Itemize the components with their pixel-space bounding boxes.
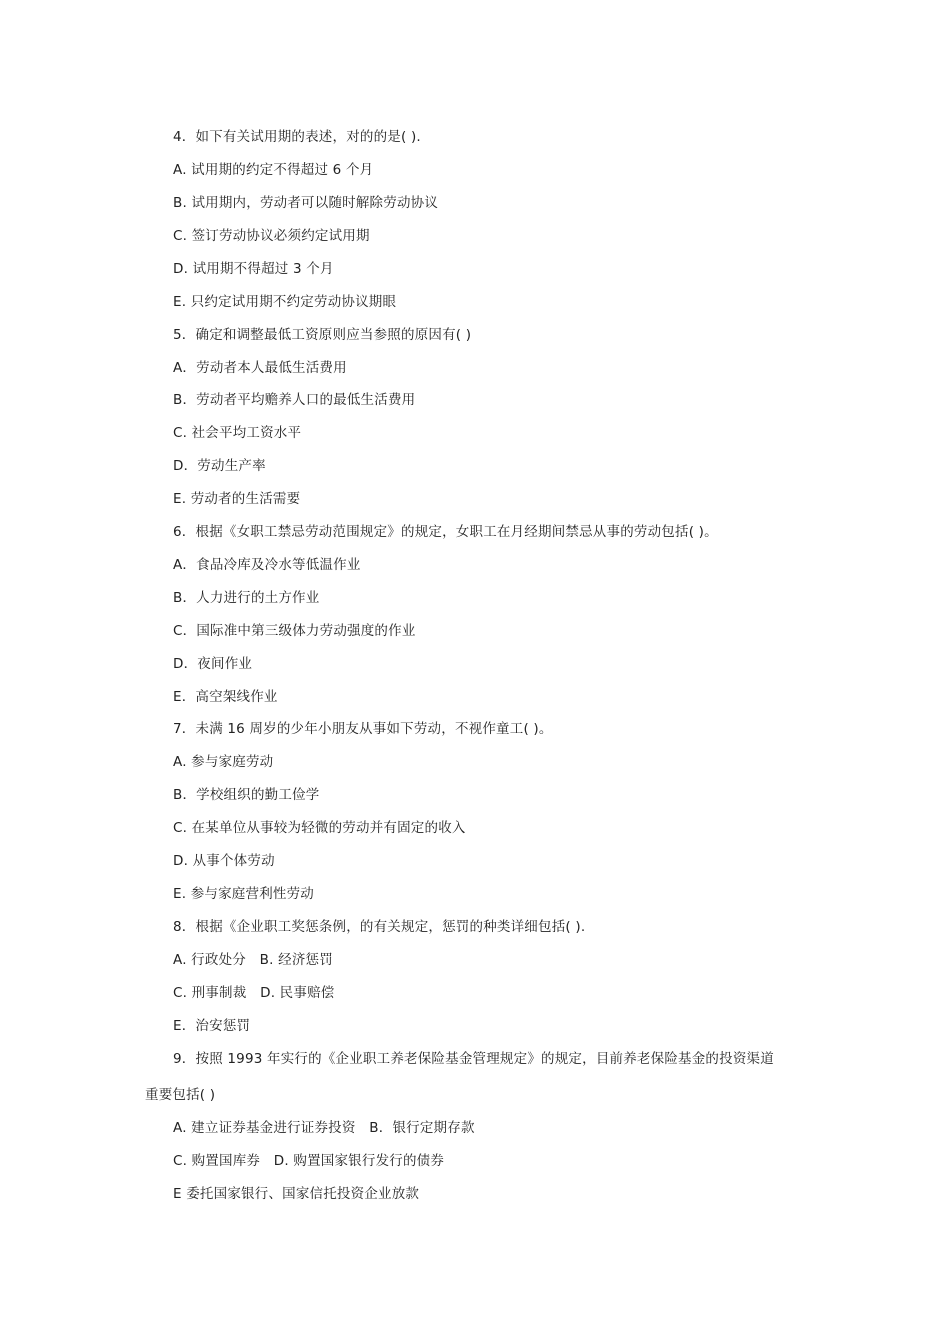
question-9-options-cd: C. 购置国库券 D. 购置国家银行发行的债券	[173, 1153, 445, 1169]
question-6-option-c: C．国际准中第三级体力劳动强度的作业	[173, 623, 416, 639]
question-6-option-e: E．高空架线作业	[173, 689, 278, 705]
question-6-option-d: D．夜间作业	[173, 656, 253, 672]
question-9-option-e: E 委托国家银行、国家信托投资企业放款	[173, 1186, 420, 1202]
question-7-stem: 7．未满 16 周岁的少年小朋友从事如下劳动，不视作童工( )。	[173, 721, 553, 737]
question-8-stem: 8．根据《企业职工奖惩条例，的有关规定，惩罚的种类详细包括( ).	[173, 919, 586, 935]
question-5-option-d: D．劳动生产率	[173, 458, 266, 474]
question-5-option-e: E. 劳动者的生活需要	[173, 491, 301, 507]
question-4-option-e: E. 只约定试用期不约定劳动协议期眼	[173, 294, 397, 310]
question-5-stem: 5．确定和调整最低工资原则应当参照的原因有( )	[173, 327, 472, 343]
question-5-option-a: A．劳动者本人最低生活费用	[173, 360, 347, 376]
question-7-option-a: A. 参与家庭劳动	[173, 754, 274, 770]
question-4-option-a: A. 试用期的约定不得超过 6 个月	[173, 162, 374, 178]
question-5-option-c: C. 社会平均工资水平	[173, 425, 302, 441]
question-9-stem: 9．按照 1993 年实行的《企业职工养老保险基金管理规定》的规定，目前养老保险基金的投资渠道	[173, 1051, 774, 1067]
question-8-option-e: E．治安惩罚	[173, 1018, 251, 1034]
question-4-option-c: C. 签订劳动协议必须约定试用期	[173, 228, 370, 244]
question-6-option-a: A．食品冷库及冷水等低温作业	[173, 557, 361, 573]
question-5-option-b: B．劳动者平均赡养人口的最低生活费用	[173, 392, 416, 408]
question-7-option-e: E. 参与家庭营利性劳动	[173, 886, 315, 902]
question-7-option-c: C. 在某单位从事较为轻微的劳动并有固定的收入	[173, 820, 466, 836]
question-4-option-b: B. 试用期内，劳动者可以随时解除劳动协议	[173, 195, 439, 211]
question-7-option-d: D. 从事个体劳动	[173, 853, 275, 869]
question-9-stem-continuation: 重要包括( )	[145, 1087, 216, 1103]
question-6-option-b: B．人力进行的土方作业	[173, 590, 320, 606]
question-7-option-b: B．学校组织的勤工俭学	[173, 787, 320, 803]
question-4-option-d: D. 试用期不得超过 3 个月	[173, 261, 334, 277]
question-8-options-cd: C. 刑事制裁 D. 民事赔偿	[173, 985, 335, 1001]
question-9-options-ab: A. 建立证券基金进行证券投资 B．银行定期存款	[173, 1120, 475, 1136]
question-8-options-ab: A. 行政处分 B. 经济惩罚	[173, 952, 333, 968]
question-4-stem: 4．如下有关试用期的表述，对的的是( ).	[173, 129, 421, 145]
question-6-stem: 6．根据《女职工禁忌劳动范围规定》的规定，女职工在月经期间禁忌从事的劳动包括( )。	[173, 524, 718, 540]
